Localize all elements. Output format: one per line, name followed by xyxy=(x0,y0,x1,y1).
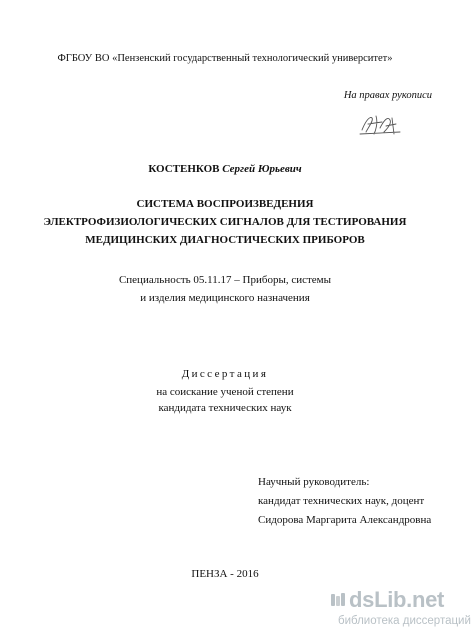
degree-line-1: на соискание ученой степени xyxy=(156,386,294,398)
supervisor-label: Научный руководитель: xyxy=(258,476,370,488)
title-line-1: СИСТЕМА ВОСПРОИЗВЕДЕНИЯ xyxy=(136,198,314,210)
specialty-line-2: и изделия медицинского назначения xyxy=(140,292,310,304)
title-line-2: ЭЛЕКТРОФИЗИОЛОГИЧЕСКИХ СИГНАЛОВ ДЛЯ ТЕСТИРОВАНИЯ xyxy=(43,216,407,228)
watermark-subtitle: библиотека диссертаций xyxy=(338,615,471,627)
specialty-line-1: Специальность 05.11.17 – Приборы, системы xyxy=(118,274,332,286)
supervisor-name: Сидорова Маргарита Александровна xyxy=(258,514,432,526)
organization-name: ФГБОУ ВО «Пензенский государственный технологический университет» xyxy=(57,53,393,64)
supervisor-degree: кандидат технических наук, доцент xyxy=(258,495,425,507)
author-name xyxy=(0,162,450,176)
degree-line-2: кандидата технических наук xyxy=(158,402,292,414)
manuscript-note: На правах рукописи xyxy=(343,90,432,101)
author-surname: КОСТЕНКОВ xyxy=(148,163,220,175)
title-line-3: МЕДИЦИНСКИХ ДИАГНОСТИЧЕСКИХ ПРИБОРОВ xyxy=(85,234,365,246)
dslib-logo-icon xyxy=(330,592,346,608)
dissertation-heading: Диссертация xyxy=(181,368,269,380)
dslib-watermark xyxy=(330,587,471,632)
handwritten-signature xyxy=(356,110,406,138)
city-year: ПЕНЗА - 2016 xyxy=(191,568,259,580)
author-given-names: Сергей Юрьевич xyxy=(222,163,302,175)
watermark-logo-text: dsLib.net xyxy=(349,587,445,612)
